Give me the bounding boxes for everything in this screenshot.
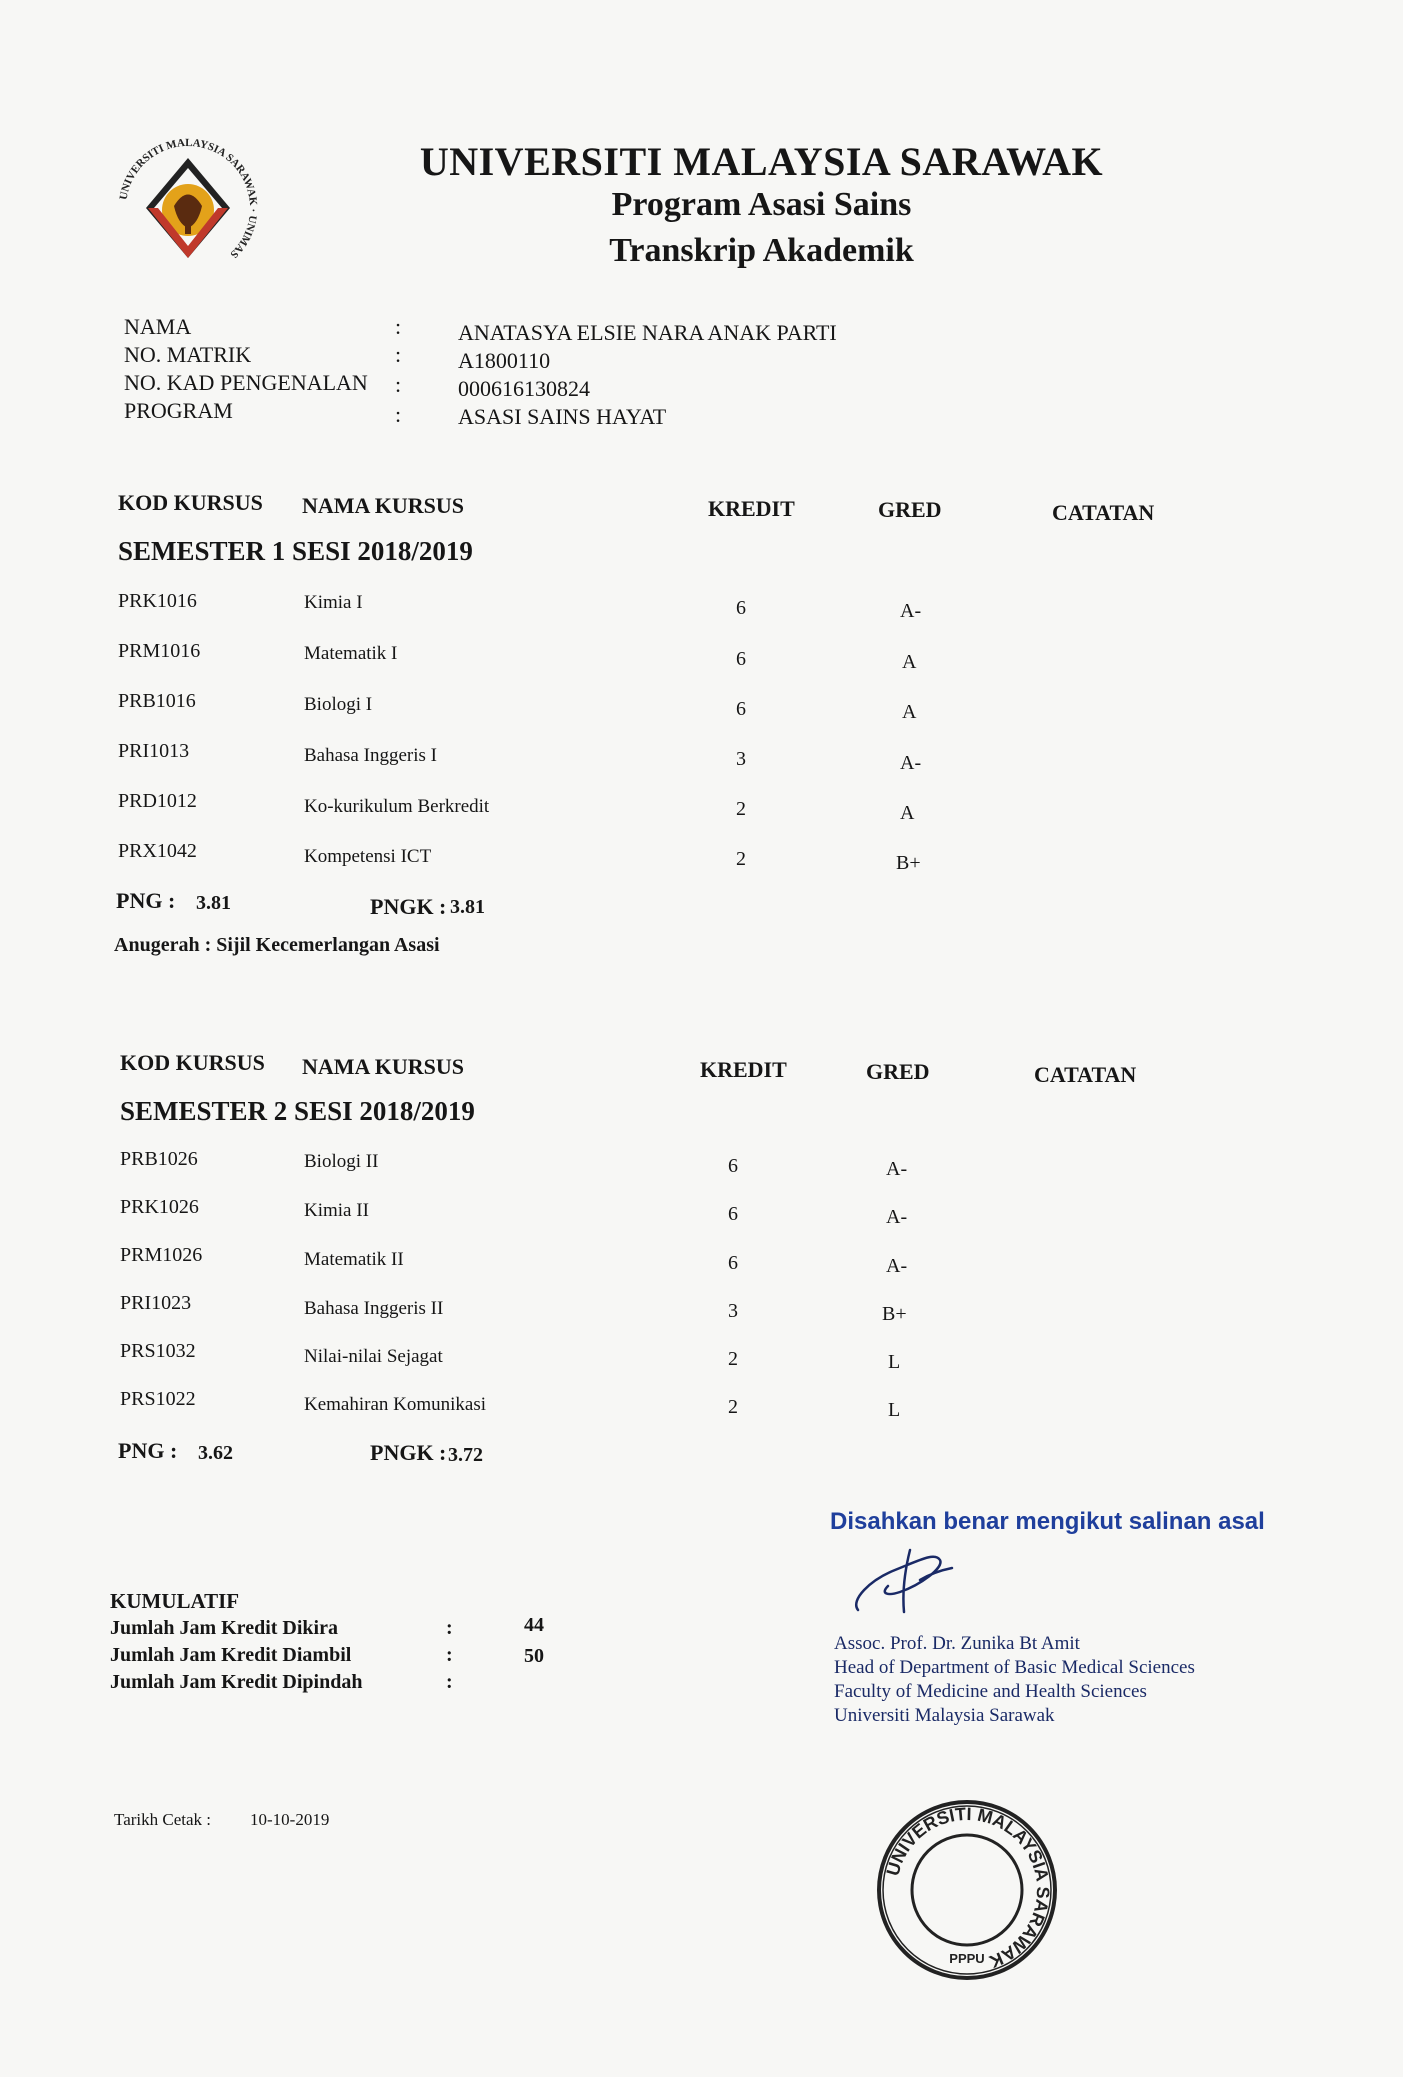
signatory-name: Assoc. Prof. Dr. Zunika Bt Amit — [834, 1633, 1080, 1654]
info-sep: : — [395, 372, 402, 397]
course-code: PRX1042 — [118, 840, 197, 862]
cumulative-value-taken: 50 — [524, 1645, 544, 1667]
course-credit: 6 — [736, 648, 746, 670]
course-code: PRM1026 — [120, 1244, 203, 1266]
university-name: UNIVERSITI MALAYSIA SARAWAK — [419, 139, 1104, 184]
png-value: 3.81 — [196, 892, 231, 914]
cumulative-row-counted: Jumlah Jam Kredit Dikira — [110, 1617, 338, 1639]
cumulative-block — [110, 1588, 362, 1696]
seal-ring-text: UNIVERSITI MALAYSIA SARAWAK — [882, 1803, 1054, 1972]
course-credit: 6 — [736, 597, 746, 619]
course-name: Kompetensi ICT — [304, 846, 432, 867]
info-sep: : — [395, 402, 402, 427]
col-header-note: CATATAN — [1052, 500, 1155, 525]
course-code: PRD1012 — [118, 790, 197, 812]
course-name: Kimia II — [304, 1200, 369, 1221]
print-date-label: Tarikh Cetak : — [114, 1810, 212, 1829]
col-header-code: KOD KURSUS — [120, 1050, 265, 1075]
signatory-university: Universiti Malaysia Sarawak — [834, 1705, 1055, 1726]
info-value-name: ANATASYA ELSIE NARA ANAK PARTI — [458, 320, 837, 345]
signatory-block — [834, 1632, 1195, 1728]
pngk-label: PNGK : — [370, 1440, 447, 1465]
course-code: PRM1016 — [118, 640, 201, 662]
course-credit: 6 — [728, 1252, 738, 1274]
course-grade: A- — [886, 1206, 908, 1228]
course-code: PRB1026 — [120, 1148, 198, 1170]
course-grade: B+ — [896, 852, 921, 874]
award-text: Anugerah : Sijil Kecemerlangan Asasi — [114, 934, 440, 956]
col-header-credit: KREDIT — [700, 1057, 787, 1082]
course-name: Biologi I — [304, 694, 373, 715]
course-grade: A- — [886, 1255, 908, 1277]
course-code: PRB1016 — [118, 690, 196, 712]
course-name: Bahasa Inggeris I — [304, 745, 437, 766]
course-name: Kimia I — [304, 592, 363, 613]
signatory-faculty: Faculty of Medicine and Health Sciences — [834, 1681, 1147, 1702]
course-credit: 2 — [728, 1396, 738, 1418]
cumulative-sep: : — [446, 1644, 453, 1666]
course-name: Matematik I — [304, 643, 398, 664]
col-header-name: NAMA KURSUS — [302, 1054, 464, 1079]
course-grade: B+ — [882, 1303, 907, 1325]
course-code: PRI1013 — [118, 740, 190, 762]
pngk-value: 3.81 — [450, 896, 485, 918]
info-value-ic: 000616130824 — [458, 376, 590, 401]
course-grade: A — [902, 651, 917, 673]
info-sep: : — [395, 342, 402, 367]
course-code: PRI1023 — [120, 1292, 192, 1314]
seal-bottom-text: PPPU — [949, 1951, 985, 1966]
course-code: PRS1022 — [120, 1388, 196, 1410]
course-code: PRK1016 — [118, 590, 197, 612]
course-code: PRS1032 — [120, 1340, 196, 1362]
course-credit: 3 — [728, 1300, 738, 1322]
pngk-label: PNGK : — [370, 894, 447, 919]
png-value: 3.62 — [198, 1442, 233, 1464]
document-title: Transkrip Akademik — [609, 232, 914, 269]
info-value-matric: A1800110 — [458, 348, 551, 373]
course-grade: A- — [900, 752, 922, 774]
print-date: 10-10-2019 — [250, 1810, 330, 1829]
semester-title: SEMESTER 1 SESI 2018/2019 — [118, 536, 473, 566]
course-credit: 6 — [736, 698, 746, 720]
course-grade: L — [888, 1399, 901, 1421]
pngk-value: 3.72 — [448, 1444, 483, 1466]
col-header-grade: GRED — [866, 1059, 930, 1084]
course-name: Bahasa Inggeris II — [304, 1298, 444, 1319]
cumulative-row-transferred: Jumlah Jam Kredit Dipindah — [110, 1671, 363, 1693]
cumulative-value-counted: 44 — [524, 1614, 544, 1636]
course-grade: A- — [886, 1158, 908, 1180]
cumulative-title: KUMULATIF — [110, 1589, 240, 1613]
course-credit: 6 — [728, 1155, 738, 1177]
cumulative-seps — [446, 1615, 453, 1696]
course-grade: A — [900, 802, 915, 824]
course-credit: 2 — [728, 1348, 738, 1370]
program-title: Program Asasi Sains — [611, 186, 912, 223]
certified-copy-stamp: Disahkan benar mengikut salinan asal — [830, 1508, 1265, 1535]
course-grade: A- — [900, 600, 922, 622]
course-grade: L — [888, 1351, 901, 1373]
info-sep: : — [395, 314, 402, 339]
course-name: Kemahiran Komunikasi — [304, 1394, 487, 1415]
info-value-program: ASASI SAINS HAYAT — [458, 404, 667, 429]
png-label: PNG : — [118, 1438, 178, 1463]
course-credit: 2 — [736, 798, 746, 820]
cumulative-sep: : — [446, 1671, 453, 1693]
col-header-code: KOD KURSUS — [118, 490, 263, 515]
cumulative-sep: : — [446, 1617, 453, 1639]
info-label-name: NAMA — [124, 314, 192, 339]
info-label-ic: NO. KAD PENGENALAN — [124, 370, 368, 395]
course-name: Matematik II — [304, 1249, 404, 1270]
course-code: PRK1026 — [120, 1196, 199, 1218]
course-name: Ko-kurikulum Berkredit — [304, 796, 490, 817]
signature — [840, 1540, 980, 1620]
logo-ring-text: UNIVERSITI MALAYSIA SARAWAK · UNIMAS — [117, 136, 260, 261]
png-label: PNG : — [116, 888, 176, 913]
semester-title: SEMESTER 2 SESI 2018/2019 — [120, 1096, 475, 1126]
col-header-name: NAMA KURSUS — [302, 493, 464, 518]
info-label-matric: NO. MATRIK — [124, 342, 252, 367]
course-credit: 2 — [736, 848, 746, 870]
info-label-program: PROGRAM — [124, 398, 233, 423]
course-credit: 6 — [728, 1203, 738, 1225]
course-name: Nilai-nilai Sejagat — [304, 1346, 443, 1367]
signatory-title: Head of Department of Basic Medical Sciences — [834, 1657, 1195, 1678]
col-header-grade: GRED — [878, 497, 942, 522]
course-credit: 3 — [736, 748, 746, 770]
course-grade: A — [902, 701, 917, 723]
course-name: Biologi II — [304, 1151, 379, 1172]
cumulative-row-taken: Jumlah Jam Kredit Diambil — [110, 1644, 352, 1666]
cumulative-values — [524, 1612, 544, 1670]
col-header-note: CATATAN — [1034, 1062, 1137, 1087]
col-header-credit: KREDIT — [708, 496, 795, 521]
official-seal — [872, 1795, 1062, 1985]
